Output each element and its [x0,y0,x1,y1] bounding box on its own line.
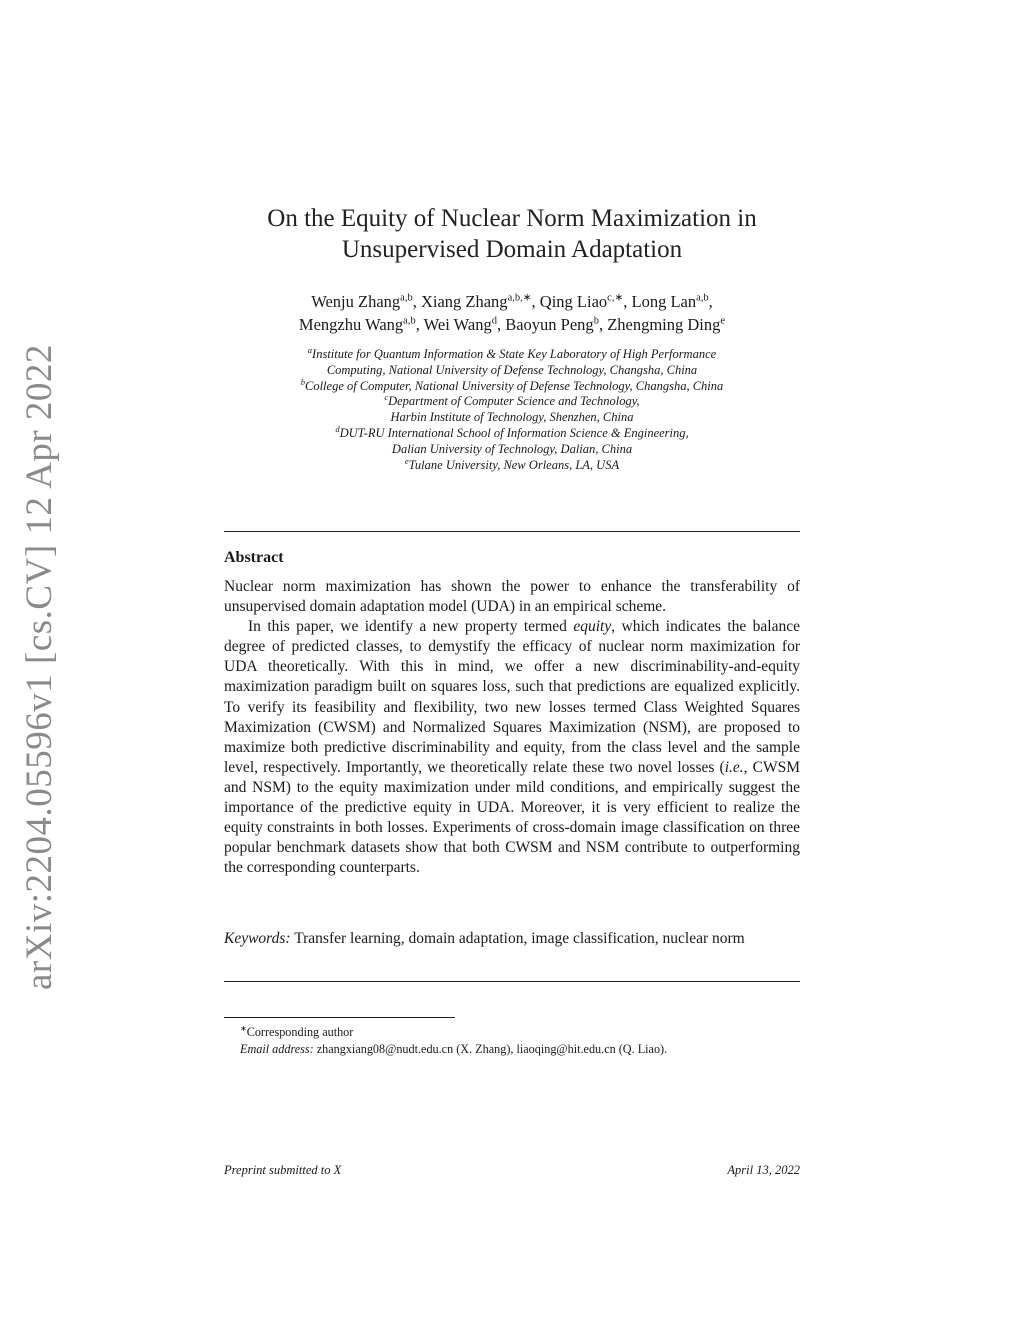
affiliation-text: Harbin Institute of Technology, Shenzhen, China [390,410,634,425]
footer-preprint-note: Preprint submitted to X [224,1163,342,1177]
author-separator: , [412,292,421,311]
author-line-1 [200,290,824,313]
author-separator: , [623,292,632,311]
author-line-2 [200,313,824,336]
abstract-emphasis-equity: equity [573,618,612,636]
title-line-1: On the Equity of Nuclear Norm Maximization in [267,205,757,232]
author-name: Long Lan [631,292,697,311]
affiliation-list [200,344,824,473]
affiliation-line [200,455,824,474]
author-list [200,290,824,336]
footnote-corresponding-text: Corresponding author [246,1025,354,1040]
affiliation-line [200,394,824,410]
abstract-p2-part-a: In this paper, we identify a new property termed [248,618,574,636]
abstract-p2-part-b: , which indicates the balance degree of predicted classes, to demystify the efficacy of nuclear norm maximization for UDA theoretically. With this in mind, we offer a new discriminability-and-equity maximization paradigm built on squares loss, such that predictions are equalized explicitly. To verify its feasibility and flexibility, two new losses termed Class Weighted Squares Maximization (CWSM) and Normalized Squares Maximization (NSM), are proposed to maximize both predictive discriminability and equity, from the class level and the sample level, respectively. Importantly, we theoretically relate these two novel losses ( [224,618,801,776]
author-name: Baoyun Peng [505,315,594,334]
footnote-rule [224,1017,455,1018]
affiliation-line [200,376,824,395]
arxiv-identifier: arXiv:2204.05596v1 [cs.CV] 12 Apr 2022 [19,344,60,990]
affiliation-line [200,442,824,458]
footnote-corresponding [224,1020,824,1041]
affiliation-text: Computing, National University of Defense Technology, Changsha, China [326,362,698,377]
footer-date: April 13, 2022 [727,1163,800,1177]
author-name: Xiang Zhang [420,292,508,311]
keywords [224,929,800,949]
affiliation-mark: e [404,455,409,466]
author-affiliation-mark: a,b [403,315,416,327]
author-name: Wei Wang [423,315,492,334]
author-affiliation-mark: e [720,315,726,327]
abstract-emphasis-ie: i.e. [724,758,744,776]
title-line-2: Unsupervised Domain Adaptation [341,236,683,263]
keywords-label: Keywords: [224,930,291,947]
author-affiliation-mark: a,b [400,292,413,304]
author-separator: , [598,315,608,334]
affiliation-mark: c [384,392,389,403]
keywords-text: Transfer learning, domain adaptation, image classification, nuclear norm [294,930,745,947]
abstract-p2-part-c: , CWSM and NSM) to the equity maximization under mild conditions, and empirically suggest the importance of the predictive equity in UDA. Moreover, it is very efficient to realize the equity constraints in both losses. Experiments of cross-domain image classification on three popular benchmark datasets show that both CWSM and NSM contribute to outperforming the corresponding counterparts. [224,758,800,877]
affiliation-text: Institute for Quantum Information & State Key Laboratory of High Performance [312,347,717,361]
abstract-top-rule [224,531,800,532]
author-affiliation-mark: a,b,∗ [507,292,532,304]
affiliation-mark: a [307,344,313,355]
author-name: Wenju Zhang [311,292,401,311]
author-name: Qing Liao [539,292,608,311]
abstract-bottom-rule [224,981,800,982]
abstract-heading: Abstract [224,549,284,566]
footnote-email [224,1041,824,1058]
author-separator: , [531,292,540,311]
affiliation-text: Dalian University of Technology, Dalian, China [391,441,633,456]
abstract-paragraph-1: Nuclear norm maximization has shown the power to enhance the transferability of unsupervised domain adaptation model (UDA) in an empirical scheme. [224,578,800,616]
affiliation-line [200,363,824,379]
affiliation-text: Tulane University, New Orleans, LA, USA [408,457,620,472]
paper-title [200,203,824,265]
author-name: Mengzhu Wang [298,315,404,334]
footnote-mark: ∗ [240,1024,247,1033]
author-separator: , [415,315,424,334]
author-affiliation-mark: a,b [696,292,709,304]
author-separator: , [708,292,713,311]
affiliation-mark: b [300,376,305,387]
email-addresses: zhangxiang08@nudt.edu.cn (X. Zhang), liaoqing@hit.edu.cn (Q. Liao). [313,1042,668,1057]
author-name: Zhengming Ding [607,315,721,334]
abstract-paragraph-2 [224,617,800,878]
author-affiliation-mark: b [593,315,599,327]
affiliation-text: Department of Computer Science and Technology, [388,394,640,409]
abstract-body [224,577,800,878]
author-affiliation-mark: d [491,315,497,327]
affiliation-text: DUT-RU International School of Information Science & Engineering, [339,425,689,440]
author-separator: , [496,315,506,334]
author-affiliation-mark: c,∗ [607,292,624,304]
affiliation-line [200,344,824,363]
email-label: Email address: [240,1042,314,1057]
footnotes [224,1020,824,1058]
affiliation-mark: d [335,423,340,434]
affiliation-line [200,423,824,442]
affiliation-line [200,410,824,426]
affiliation-text: College of Computer, National University of Defense Technology, Changsha, China [304,378,724,393]
